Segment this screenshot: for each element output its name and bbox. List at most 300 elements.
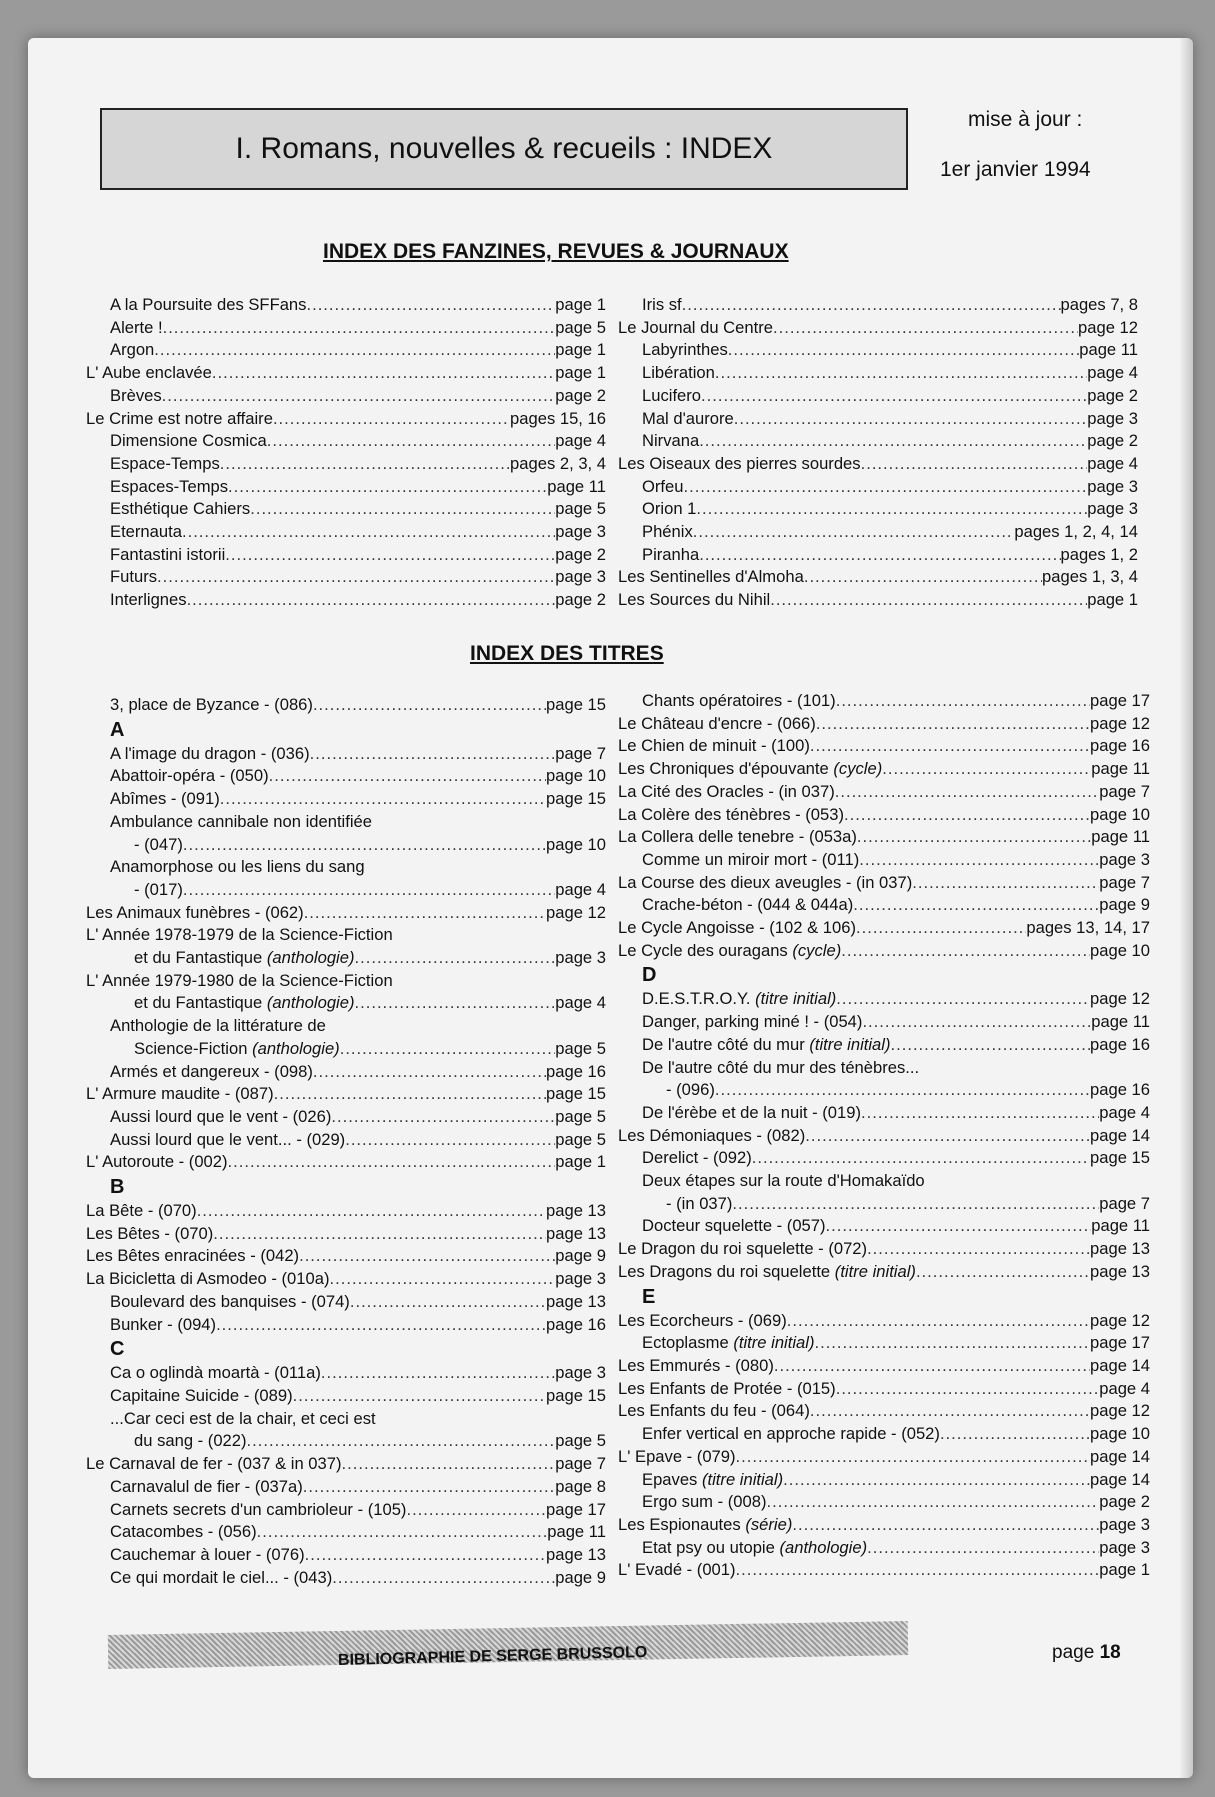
entry-page: page 3 [1099, 849, 1150, 869]
entry-note: (titre initial) [733, 1333, 815, 1353]
entry-title-text: Esthétique Cahiers [110, 499, 251, 519]
entry-note: (cycle) [792, 940, 842, 960]
entry-title [642, 690, 836, 713]
entry-title [86, 1245, 299, 1268]
entry-page: page 3 [1087, 499, 1138, 519]
leader-dots [867, 1238, 1090, 1261]
index-entry [618, 917, 1150, 940]
index-entry [86, 1083, 606, 1106]
entry-title-text: Les Ecorcheurs - (069) [618, 1310, 787, 1330]
entry-page: page 9 [1099, 895, 1150, 915]
index-entry [618, 430, 1138, 453]
leader-dots [836, 988, 1090, 1011]
leader-dots [859, 849, 1099, 872]
leader-dots [310, 743, 556, 766]
leader-dots [303, 1476, 555, 1499]
entry-title-text: Crache-béton - (044 & 044a) [642, 895, 854, 915]
leader-dots [273, 408, 510, 431]
leader-dots [916, 1261, 1090, 1284]
fanzines-left-column [86, 294, 606, 612]
index-entry [86, 765, 606, 788]
entry-page: page 16 [546, 1061, 606, 1081]
entry-title-text: 3, place de Byzance - (086) [110, 695, 313, 714]
entry-page: page 15 [546, 1385, 606, 1405]
index-entry-line: Anthologie de la littérature de [110, 1016, 326, 1036]
index-entry [618, 1355, 1150, 1378]
entry-title-text: Abattoir-opéra - (050) [110, 766, 269, 786]
entry-page: page 2 [1099, 1492, 1150, 1512]
entry-page: page 5 [555, 1038, 606, 1058]
index-entry [86, 992, 606, 1015]
entry-title-text: Orfeu [642, 476, 684, 496]
entry-page: page 13 [1090, 1239, 1150, 1259]
entry-page: page 17 [546, 1499, 606, 1519]
entry-title-text: Les Animaux funèbres - (062) [86, 902, 304, 922]
entry-title [110, 1106, 331, 1129]
index-entry [86, 1453, 606, 1476]
entry-title-text: Ce qui mordait le ciel... - (043) [110, 1567, 333, 1587]
index-entry [618, 317, 1138, 340]
index-entry [86, 1544, 606, 1567]
entry-title [110, 1476, 303, 1499]
entry-title-text: Les Démoniaques - (082) [618, 1125, 806, 1145]
entry-page: pages 1, 2 [1060, 544, 1138, 564]
entry-title-text: Les Oiseaux des pierres sourdes [618, 453, 861, 473]
entry-page: page 7 [1099, 781, 1150, 801]
entry-title [110, 1314, 216, 1337]
index-entry [86, 1314, 606, 1337]
entry-title [110, 1521, 257, 1544]
entry-title [110, 589, 187, 612]
leader-dots [699, 544, 1060, 567]
entry-title-text: Le Cycle Angoisse - (102 & 106) [618, 918, 856, 938]
entry-page: page 3 [1087, 408, 1138, 428]
entry-note: (titre initial) [701, 1469, 784, 1489]
index-entry [618, 940, 1150, 963]
entry-title-text: - (in 037) [666, 1193, 733, 1213]
entry-title [618, 1400, 810, 1423]
leader-dots [212, 362, 555, 385]
entry-title [110, 1567, 332, 1590]
entry-title-text: Futurs [110, 567, 158, 587]
entry-page: page 1 [555, 295, 606, 314]
entry-title-text: Aussi lourd que le vent - (026) [110, 1106, 332, 1126]
leader-dots [162, 385, 556, 408]
entry-title-text: D.E.S.T.R.O.Y. [642, 989, 751, 1009]
index-entry [618, 1193, 1150, 1216]
entry-title [618, 1514, 792, 1537]
leader-dots [701, 385, 1087, 408]
entry-title-text: Les Emmurés - (080) [618, 1355, 774, 1375]
index-entry [86, 1521, 606, 1544]
entry-page: page 1 [1087, 590, 1138, 610]
titres-right-column [618, 690, 1150, 1582]
entry-page: pages 7, 8 [1060, 295, 1138, 314]
entry-page: page 4 [555, 879, 606, 899]
entry-page: page 5 [555, 1129, 606, 1149]
index-entry [86, 362, 606, 385]
entry-title-text: Le Château d'encre - (066) [618, 713, 816, 733]
index-entry [618, 521, 1138, 544]
leader-dots [220, 453, 510, 476]
entry-title [642, 408, 734, 431]
entry-title-text: Etat psy ou utopie [642, 1537, 775, 1557]
index-entry [618, 1147, 1150, 1170]
entry-page: page 7 [1099, 872, 1150, 892]
leader-dots [157, 566, 555, 589]
entry-title [110, 1061, 313, 1084]
page-title: I. Romans, nouvelles & recueils : INDEX [235, 132, 773, 165]
entry-title-text: La Course des dieux aveugles - (in 037) [618, 872, 913, 892]
entry-page: page 1 [1099, 1560, 1150, 1580]
entry-title-text: Les Espionautes [618, 1514, 741, 1534]
index-entry [86, 1268, 606, 1291]
entry-title-text: L' Evadé - (001) [618, 1560, 736, 1580]
leader-dots [183, 879, 555, 902]
leader-dots [767, 1491, 1100, 1514]
leader-dots [305, 1544, 546, 1567]
entry-title [110, 385, 162, 408]
entry-page: page 4 [555, 431, 606, 451]
fanzines-heading: INDEX DES FANZINES, REVUES & JOURNAUX [323, 240, 789, 263]
leader-dots [183, 834, 546, 857]
index-entry [86, 947, 606, 970]
entry-title-text: Eternauta [110, 522, 182, 542]
leader-dots [182, 521, 555, 544]
index-entry [86, 879, 606, 902]
leader-dots [406, 1499, 546, 1522]
entry-page: page 11 [1091, 759, 1150, 779]
entry-title [110, 765, 269, 788]
index-entry [86, 1362, 606, 1385]
entry-page: page 10 [546, 766, 606, 786]
entry-title-text: Aussi lourd que le vent... - (029) [110, 1129, 346, 1149]
index-entry [86, 521, 606, 544]
leader-dots [715, 362, 1087, 385]
entry-page: page 11 [1091, 1216, 1150, 1236]
entry-title [642, 1469, 783, 1492]
index-entry [86, 1200, 606, 1223]
index-entry [618, 1261, 1150, 1284]
entry-title-text: Abîmes - (091) [110, 789, 220, 809]
entry-page: page 13 [546, 1291, 606, 1311]
entry-page: page 2 [555, 385, 606, 405]
entry-page: page 11 [1091, 827, 1150, 847]
leader-dots [340, 1038, 556, 1061]
leader-dots [250, 498, 555, 521]
entry-title [618, 758, 882, 781]
entry-title [642, 1215, 826, 1238]
leader-dots [787, 1310, 1090, 1333]
entry-note: (titre initial) [809, 1034, 891, 1054]
entry-page: page 10 [1090, 940, 1150, 960]
entry-title-text: Derelict - (092) [642, 1148, 752, 1168]
entry-title-text: et du Fantastique [134, 993, 263, 1013]
index-entry [86, 589, 606, 612]
entry-title [110, 317, 163, 340]
leader-dots [804, 566, 1042, 589]
leader-dots [861, 1102, 1099, 1125]
index-entry [86, 1291, 606, 1314]
entry-title-text: Orion 1 [642, 499, 697, 519]
leader-dots [891, 1034, 1091, 1057]
entry-title-text: Argon [110, 340, 155, 360]
index-entry-line: Deux étapes sur la route d'Homakaïdo [642, 1171, 925, 1191]
entry-title-text: Le Crime est notre affaire [86, 408, 273, 428]
index-entry [618, 408, 1138, 431]
entry-page: page 3 [1099, 1514, 1150, 1534]
entry-title-text: De l'autre côté du mur [642, 1034, 805, 1054]
entry-page: page 16 [546, 1314, 606, 1334]
update-label: mise à jour : [968, 108, 1083, 131]
leader-dots [332, 1567, 555, 1590]
entry-page: page 12 [1090, 713, 1150, 733]
index-entry [86, 1223, 606, 1246]
entry-page: page 16 [1090, 1034, 1150, 1054]
leader-dots [299, 1245, 555, 1268]
leader-dots [274, 1083, 546, 1106]
entry-title [110, 694, 313, 717]
entry-title-text: Alerte ! [110, 317, 163, 337]
entry-page: page 10 [1090, 804, 1150, 824]
entry-title [134, 992, 355, 1015]
entry-title [666, 1079, 715, 1102]
entry-page: page 15 [546, 1084, 606, 1104]
entry-title [642, 894, 853, 917]
entry-title-text: Epaves [642, 1469, 698, 1489]
entry-page: page 11 [1079, 340, 1138, 360]
entry-title [618, 781, 835, 804]
index-entry [86, 566, 606, 589]
entry-title-text: Boulevard des banquises - (074) [110, 1291, 350, 1311]
index-entry [618, 1514, 1150, 1537]
entry-page: page 13 [1090, 1261, 1150, 1281]
entry-title-text: Ergo sum - (008) [642, 1492, 767, 1512]
leader-dots [752, 1147, 1090, 1170]
index-entry [618, 826, 1150, 849]
leader-dots [857, 826, 1091, 849]
entry-title-text: La Cité des Oracles - (in 037) [618, 781, 835, 801]
entry-page: page 14 [1090, 1446, 1150, 1466]
entry-title-text: La Bête - (070) [86, 1201, 197, 1221]
index-entry [618, 735, 1150, 758]
index-entry [86, 902, 606, 925]
entry-page: page 12 [1090, 989, 1150, 1009]
entry-page: page 15 [1090, 1148, 1150, 1168]
entry-page: page 12 [1078, 317, 1138, 337]
leader-dots [805, 1125, 1090, 1148]
leader-dots [257, 1521, 548, 1544]
entry-title-text: Le Chien de minuit - (100) [618, 736, 810, 756]
leader-dots [783, 1469, 1090, 1492]
index-entry [618, 804, 1150, 827]
leader-dots [792, 1514, 1099, 1537]
index-entry [618, 1400, 1150, 1423]
entry-page: pages 1, 3, 4 [1042, 567, 1138, 587]
index-entry [86, 834, 606, 857]
leader-dots [836, 690, 1090, 713]
index-entry [618, 1034, 1150, 1057]
document-page [28, 38, 1193, 1778]
entry-title [110, 566, 157, 589]
leader-dots [696, 498, 1087, 521]
index-entry [618, 1491, 1150, 1514]
entry-title-text: Espaces-Temps [110, 476, 229, 496]
entry-title-text: Espace-Temps [110, 453, 220, 473]
entry-title-text: Les Sentinelles d'Almoha [618, 567, 804, 587]
index-letter: A [110, 718, 125, 741]
entry-title-text: La Collera delle tenebre - (053a) [618, 827, 857, 847]
index-entry [86, 1151, 606, 1174]
index-entry [618, 385, 1138, 408]
entry-page: page 3 [555, 948, 606, 968]
entry-page: page 16 [1090, 736, 1150, 756]
entry-title-text: Nirvana [642, 431, 700, 451]
entry-title [110, 544, 225, 567]
entry-note: (cycle) [833, 759, 883, 779]
entry-title [618, 917, 856, 940]
leader-dots [321, 1362, 555, 1385]
index-entry [618, 781, 1150, 804]
entry-note: (titre initial) [755, 989, 837, 1009]
entry-title [642, 1332, 814, 1355]
entry-title [642, 1423, 940, 1446]
entry-title [666, 1193, 732, 1216]
entry-title [134, 1038, 340, 1061]
index-entry [618, 589, 1138, 612]
entry-title-text: Science-Fiction [134, 1038, 248, 1058]
entry-title [642, 385, 701, 408]
entry-title [110, 1362, 321, 1385]
entry-page: page 1 [555, 363, 606, 383]
entry-title [618, 1446, 736, 1469]
entry-title [642, 544, 699, 567]
entry-title [110, 1499, 406, 1522]
entry-title-text: La Bicicletta di Asmodeo - (010a) [86, 1269, 330, 1289]
entry-title-text: De l'érèbe et de la nuit - (019) [642, 1102, 862, 1122]
leader-dots [774, 1355, 1090, 1378]
entry-title [618, 804, 844, 827]
entry-title-text: L' Aube enclavée [86, 363, 212, 383]
entry-page: page 3 [555, 522, 606, 542]
entry-note: (titre initial) [834, 1261, 916, 1281]
entry-title-text: Les Enfants du feu - (064) [618, 1401, 810, 1421]
leader-dots [331, 1106, 555, 1129]
index-entry [618, 1469, 1150, 1492]
entry-title-text: Les Enfants de Protée - (015) [618, 1378, 836, 1398]
index-entry [618, 758, 1150, 781]
entry-title [642, 521, 693, 544]
entry-title-text: Les Chroniques d'épouvante [618, 759, 829, 779]
index-entry [86, 1129, 606, 1152]
entry-page: page 14 [1090, 1355, 1150, 1375]
entry-title [618, 1238, 867, 1261]
entry-title-text: Capitaine Suicide - (089) [110, 1385, 293, 1405]
entry-title [110, 788, 220, 811]
entry-title-text: Mal d'aurore [642, 408, 734, 428]
entry-page: page 5 [555, 499, 606, 519]
entry-page: page 3 [555, 1269, 606, 1289]
entry-title-text: Les Dragons du roi squelette [618, 1261, 831, 1281]
entry-title-text: Carnavalul de fier - (037a) [110, 1476, 303, 1496]
entry-page: page 17 [1090, 1333, 1150, 1353]
entry-page: page 12 [546, 902, 606, 922]
index-entry [618, 566, 1138, 589]
footer-bibliography: BIBLIOGRAPHIE DE SERGE BRUSSOLO [337, 1643, 648, 1670]
leader-dots [826, 1215, 1092, 1238]
index-entry [618, 362, 1138, 385]
entry-title-text: Iris sf [642, 295, 682, 314]
index-entry [618, 1423, 1150, 1446]
index-entry [618, 872, 1150, 895]
entry-note: (anthologie) [779, 1537, 868, 1557]
index-entry-line: L' Année 1978-1979 de la Science-Fiction [86, 925, 393, 945]
entry-page: page 2 [555, 544, 606, 564]
index-entry [618, 453, 1138, 476]
entry-title [110, 476, 228, 499]
entry-title-text: Docteur squelette - (057) [642, 1216, 826, 1236]
leader-dots [810, 735, 1090, 758]
index-entry [618, 1079, 1150, 1102]
leader-dots [355, 947, 556, 970]
entry-title [618, 735, 810, 758]
entry-page: page 11 [547, 476, 606, 496]
index-entry [618, 1559, 1150, 1582]
fanzines-right-column [618, 294, 1138, 612]
entry-page: page 8 [555, 1476, 606, 1496]
entry-title [110, 743, 310, 766]
leader-dots [728, 339, 1079, 362]
leader-dots [912, 872, 1099, 895]
entry-title [110, 430, 267, 453]
entry-title [134, 1430, 247, 1453]
entry-title [110, 1544, 305, 1567]
entry-title-text: Phénix [642, 522, 693, 542]
entry-title-text: Catacombes - (056) [110, 1522, 257, 1542]
entry-title-text: Piranha [642, 544, 700, 564]
leader-dots [816, 713, 1090, 736]
entry-page: page 4 [1099, 1378, 1150, 1398]
entry-page: page 4 [1099, 1102, 1150, 1122]
leader-dots [313, 1061, 546, 1084]
entry-title [618, 1310, 787, 1333]
entry-note: (anthologie) [266, 993, 355, 1013]
entry-page: page 9 [555, 1246, 606, 1266]
index-entry [86, 1567, 606, 1590]
entry-title-text: Le Carnaval de fer - (037 & in 037) [86, 1454, 342, 1474]
entry-title-text: Ectoplasme [642, 1333, 729, 1353]
entry-title [642, 1011, 862, 1034]
page-number [1052, 1642, 1121, 1664]
entry-title [86, 1453, 342, 1476]
entry-title [86, 408, 273, 431]
entry-title [86, 1223, 213, 1246]
entry-title [618, 1378, 836, 1401]
entry-title [618, 826, 857, 849]
entry-page: page 2 [555, 590, 606, 610]
index-entry [86, 385, 606, 408]
leader-dots [940, 1423, 1090, 1446]
index-entry [86, 544, 606, 567]
index-entry [618, 498, 1138, 521]
entry-title [618, 1125, 805, 1148]
leader-dots [342, 1453, 556, 1476]
entry-page: pages 1, 2, 4, 14 [1014, 522, 1138, 542]
entry-page: page 13 [546, 1223, 606, 1243]
entry-title [134, 834, 183, 857]
leader-dots [267, 430, 555, 453]
leader-dots [330, 1268, 556, 1291]
